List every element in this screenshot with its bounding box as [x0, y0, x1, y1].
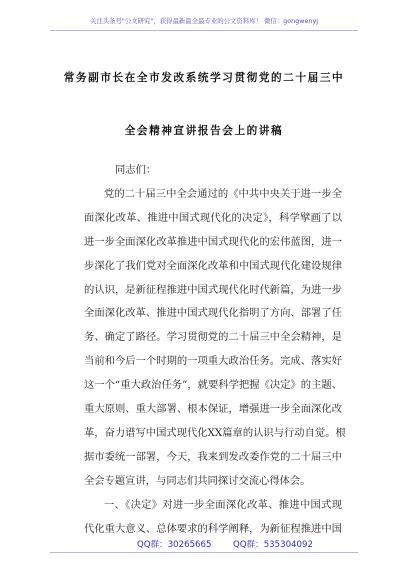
paragraph-line: 据市委统一部署，今天，我来到发改委作党的二十届三中 — [84, 450, 342, 463]
header-banner: 关注头条号"公文研究"，获得最新最全最专业的公文资料库！ 微信：gongwenyj — [89, 17, 319, 25]
paragraph-line: 务、确定了路径。学习贯彻党的二十届三中全会精神，是 — [84, 331, 342, 344]
title-line-1: 常务副市长在全市发改系统学习贯彻党的二十届三中 — [63, 72, 345, 84]
footer — [0, 538, 408, 552]
paragraph-line: 一、《决定》对进一步全面深化改革、推进中国式现 — [104, 498, 342, 511]
footer-qq-group-2: QQ群：535304092 — [233, 540, 313, 550]
paragraph-line: 全会专题宣讲，与同志们共同探讨交流心得体会。 — [84, 474, 311, 487]
header-divider — [50, 30, 358, 31]
document-body — [84, 159, 346, 542]
paragraph-2 — [84, 494, 342, 542]
paragraph-1 — [84, 183, 346, 494]
paragraph-line: 革，奋力谱写中国式现代化XX篇章的认识与行动自觉。根 — [84, 426, 346, 439]
paragraph-line: 这一个“重大政治任务”，就要科学把握《决定》的主题、 — [84, 379, 342, 392]
paragraph-line: 面深化改革、推进中国式现代化的决定》，科学擘画了以 — [84, 211, 342, 224]
paragraph-line: 的认识，是新征程推进中国式现代化时代新篇，为进一步 — [84, 283, 342, 296]
greeting: 同志们： — [115, 164, 157, 176]
title-line-2: 全会精神宣讲报告会上的讲稿 — [124, 125, 284, 137]
paragraph-line: 进一步全面深化改革推进中国式现代化的宏伟蓝图，进一 — [84, 235, 342, 248]
paragraph-line: 代化重大意义、总体要求的科学阐释，为新征程推进中国 — [84, 522, 342, 535]
paragraph-line: 当前和今后一个时期的一项重大政治任务。完成、落实好 — [84, 355, 342, 368]
footer-qq-group-1: QQ群：30265665 — [137, 540, 212, 550]
paragraph-line: 重大原则、重大部署、根本保证，增强进一步全面深化改 — [84, 403, 342, 416]
footer-divider — [50, 552, 358, 553]
paragraph-line: 党的二十届三中全会通过的《中共中央关于进一步全 — [104, 187, 342, 200]
paragraph-line: 全面深化改革、推进中国式现代化指明了方向、部署了任 — [84, 307, 342, 320]
paragraph-line: 步深化了我们党对全面深化改革和中国式现代化建设规律 — [84, 259, 342, 272]
